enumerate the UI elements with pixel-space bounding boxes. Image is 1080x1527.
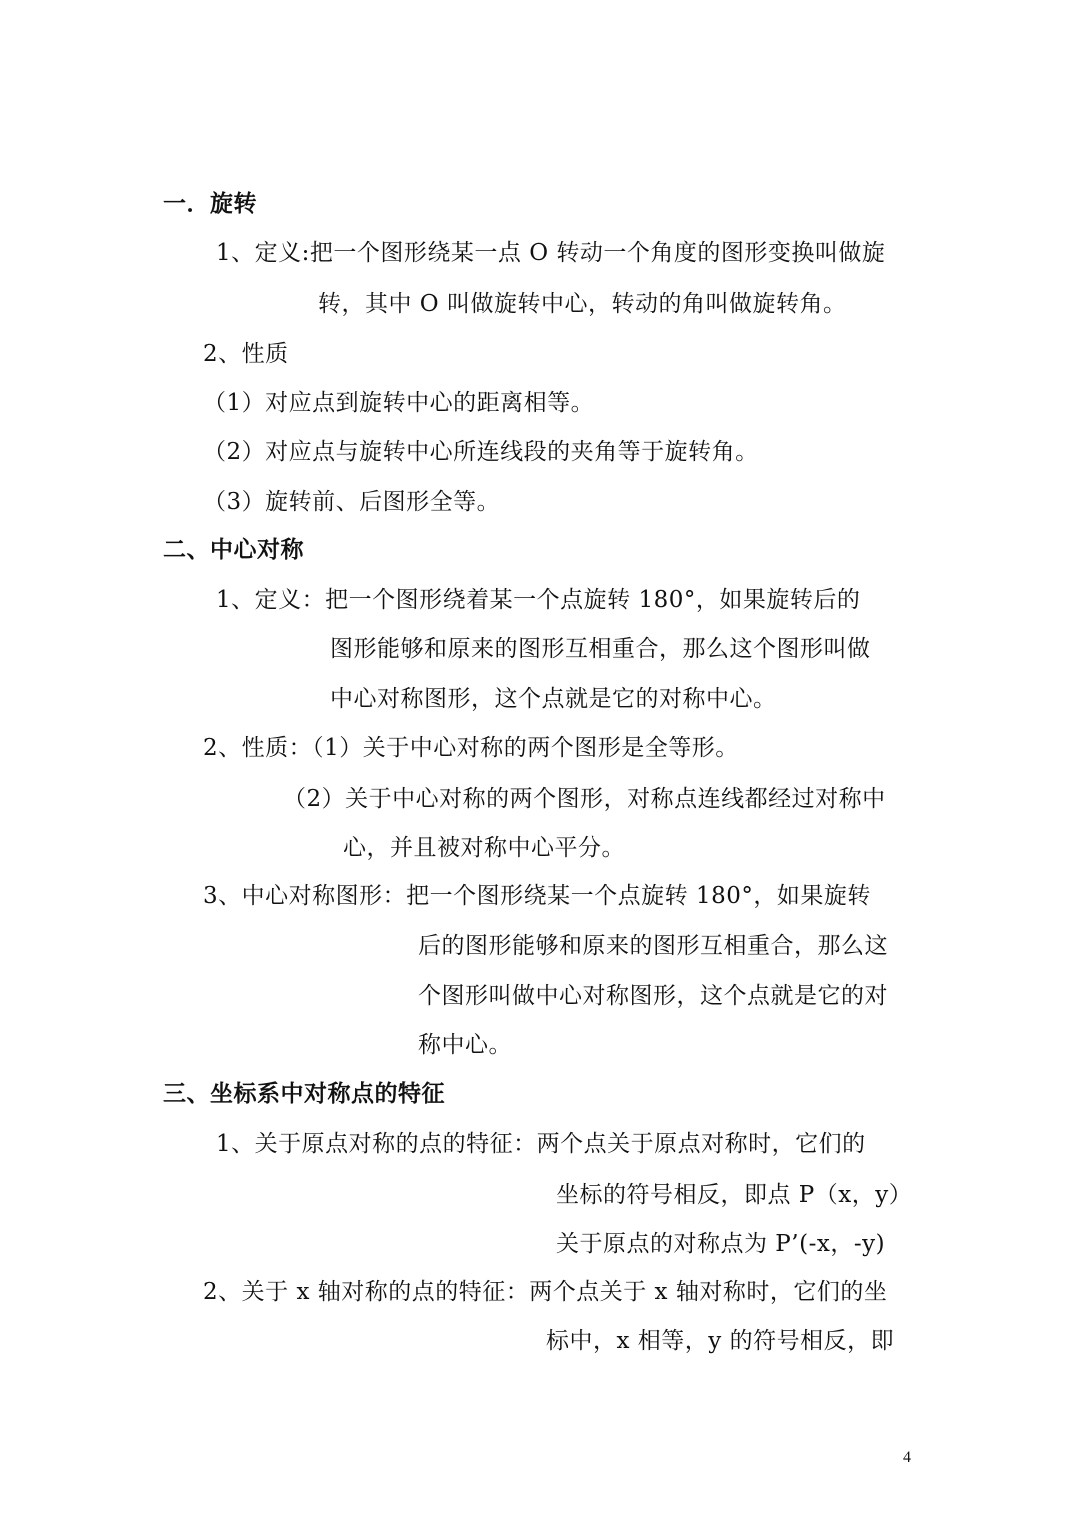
section1-heading: 一．旋转 xyxy=(163,191,257,217)
section3-heading: 三、坐标系中对称点的特征 xyxy=(163,1081,445,1107)
section2-figure-line1: 3、中心对称图形：把一个图形绕某一个点旋转 180°，如果旋转 xyxy=(203,883,871,909)
section2-heading: 二、中心对称 xyxy=(163,537,304,563)
section3-xaxis-line1: 2、关于 x 轴对称的点的特征：两个点关于 x 轴对称时，它们的坐 xyxy=(203,1279,888,1305)
section2-definition-line3: 中心对称图形，这个点就是它的对称中心。 xyxy=(330,686,777,712)
section1-property-title: 2、性质 xyxy=(203,341,289,367)
section2-figure-line3: 个图形叫做中心对称图形，这个点就是它的对 xyxy=(418,983,888,1009)
section2-figure-line4: 称中心。 xyxy=(418,1032,512,1058)
section1-definition-line2: 转，其中 O 叫做旋转中心，转动的角叫做旋转角。 xyxy=(318,291,847,317)
page-number: 4 xyxy=(903,1449,911,1466)
section1-definition-line1: 1、定义:把一个图形绕某一点 O 转动一个角度的图形变换叫做旋 xyxy=(216,240,886,266)
section3-origin-line2: 坐标的符号相反，即点 P（x，y） xyxy=(556,1182,913,1208)
section2-property-line1: 2、性质：（1）关于中心对称的两个图形是全等形。 xyxy=(203,735,739,761)
section1-property-3: （3）旋转前、后图形全等。 xyxy=(203,489,501,515)
section1-property-2: （2）对应点与旋转中心所连线段的夹角等于旋转角。 xyxy=(203,439,759,465)
section2-property-line3: 心，并且被对称中心平分。 xyxy=(343,835,625,861)
section3-xaxis-line2: 标中，x 相等，y 的符号相反，即 xyxy=(546,1328,895,1354)
section2-definition-line1: 1、定义：把一个图形绕着某一个点旋转 180°，如果旋转后的 xyxy=(216,587,861,613)
section2-property-line2: （2）关于中心对称的两个图形，对称点连线都经过对称中 xyxy=(283,786,886,812)
section3-origin-line3: 关于原点的对称点为 P’(-x，-y) xyxy=(556,1231,886,1257)
section2-figure-line2: 后的图形能够和原来的图形互相重合，那么这 xyxy=(418,933,888,959)
section2-definition-line2: 图形能够和原来的图形互相重合，那么这个图形叫做 xyxy=(330,636,871,662)
section1-property-1: （1）对应点到旋转中心的距离相等。 xyxy=(203,390,595,416)
section3-origin-line1: 1、关于原点对称的点的特征：两个点关于原点对称时，它们的 xyxy=(216,1131,866,1157)
